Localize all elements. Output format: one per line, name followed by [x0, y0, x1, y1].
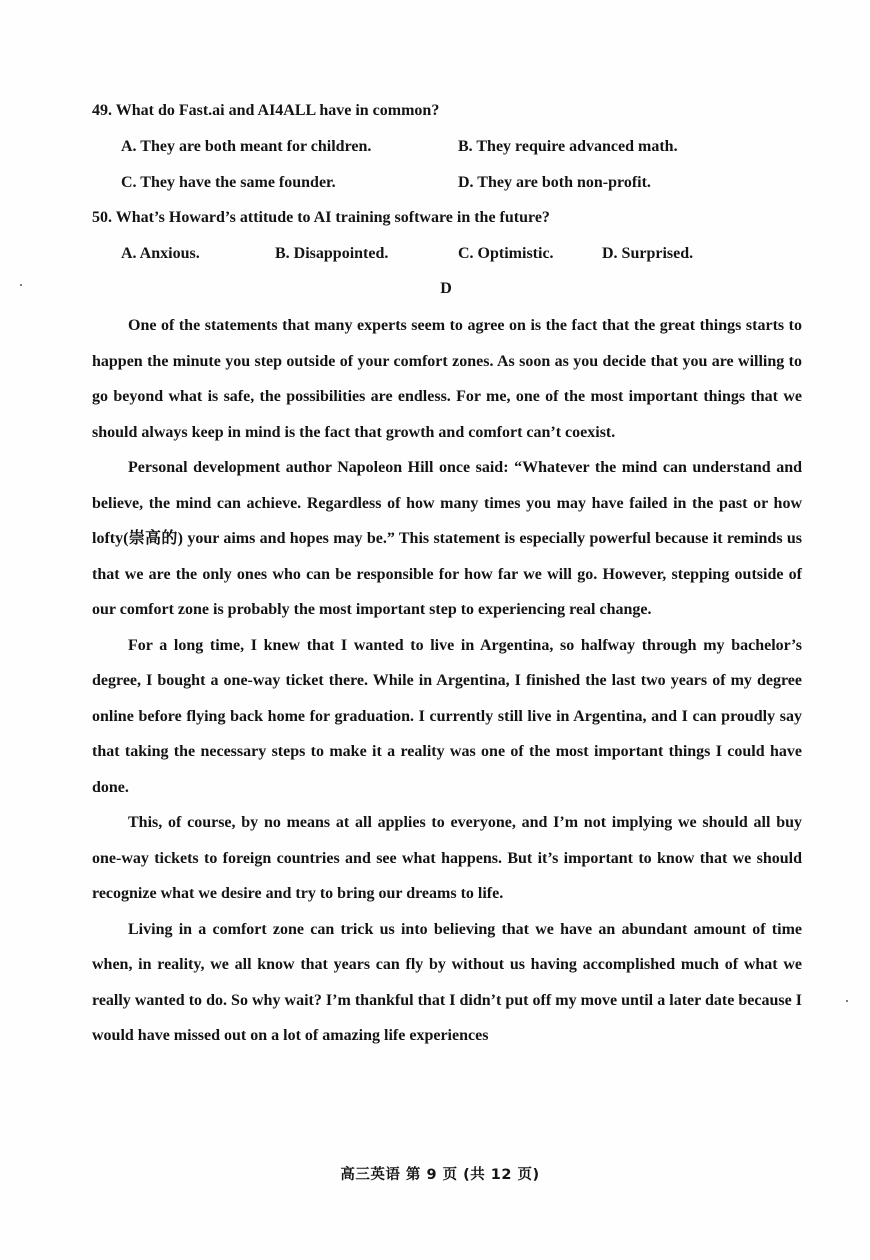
passage-paragraph: Personal development author Napoleon Hill once said: “Whatever the mind can understand and believe, the mind can achieve. Regardless of how many times you may have failed in the past or how lofty(崇高的) your aims and hopes may be.” This statement is especially powerful because it reminds us that we are the only ones who can be responsible for how far we will go. However, stepping outside of our comfort zone is probably the most important step to experiencing real change.	[92, 459, 802, 618]
scan-speck	[20, 284, 22, 286]
question-50-option-b: B. Disappointed.	[275, 245, 389, 262]
passage-paragraph: One of the statements that many experts seem to agree on is the fact that the great things starts to happen the minute you step outside of your comfort zones. As soon as you decide that you are willing to go beyond what is safe, the possibilities are endless. For me, one of the most important things that we should always keep in mind is the fact that growth and comfort can’t coexist.	[92, 317, 802, 441]
question-50-stem: 50. What’s Howard’s attitude to AI training software in the future?	[92, 209, 550, 226]
question-50-option-a: A. Anxious.	[121, 245, 200, 262]
page-footer: 高三英语 第 9 页 (共 12 页)	[340, 1167, 540, 1183]
question-50-option-d: D. Surprised.	[602, 245, 694, 262]
passage-paragraph: This, of course, by no means at all applies to everyone, and I’m not implying we should all buy one-way tickets to foreign countries and see what happens. But it’s important to know that we should recognize what we desire and try to bring our dreams to life.	[92, 814, 802, 902]
reading-passage	[92, 308, 802, 1054]
passage-paragraph: For a long time, I knew that I wanted to live in Argentina, so halfway through my bachelor’s degree, I bought a one-way ticket there. While in Argentina, I finished the last two years of my degree online before flying back home for graduation. I currently still live in Argentina, and I can proudly say that taking the necessary steps to make it a reality was one of the most important things I could have done.	[92, 636, 802, 796]
question-49-option-c: C. They have the same founder.	[121, 174, 336, 191]
section-title: D	[440, 280, 452, 297]
question-49-option-b: B. They require advanced math.	[458, 138, 678, 155]
question-49-stem: 49. What do Fast.ai and AI4ALL have in common?	[92, 102, 440, 119]
question-49-option-d: D. They are both non-profit.	[458, 174, 651, 191]
scan-speck	[846, 1000, 848, 1002]
passage-paragraph: Living in a comfort zone can trick us into believing that we have an abundant amount of time when, in reality, we all know that years can fly by without us having accomplished much of what we really wanted to do. So why wait? I’m thankful that I didn’t put off my move until a later date because I would have missed out on a lot of amazing life experiences	[92, 920, 802, 1044]
question-49-option-a: A. They are both meant for children.	[121, 138, 372, 155]
question-50-option-c: C. Optimistic.	[458, 245, 554, 262]
